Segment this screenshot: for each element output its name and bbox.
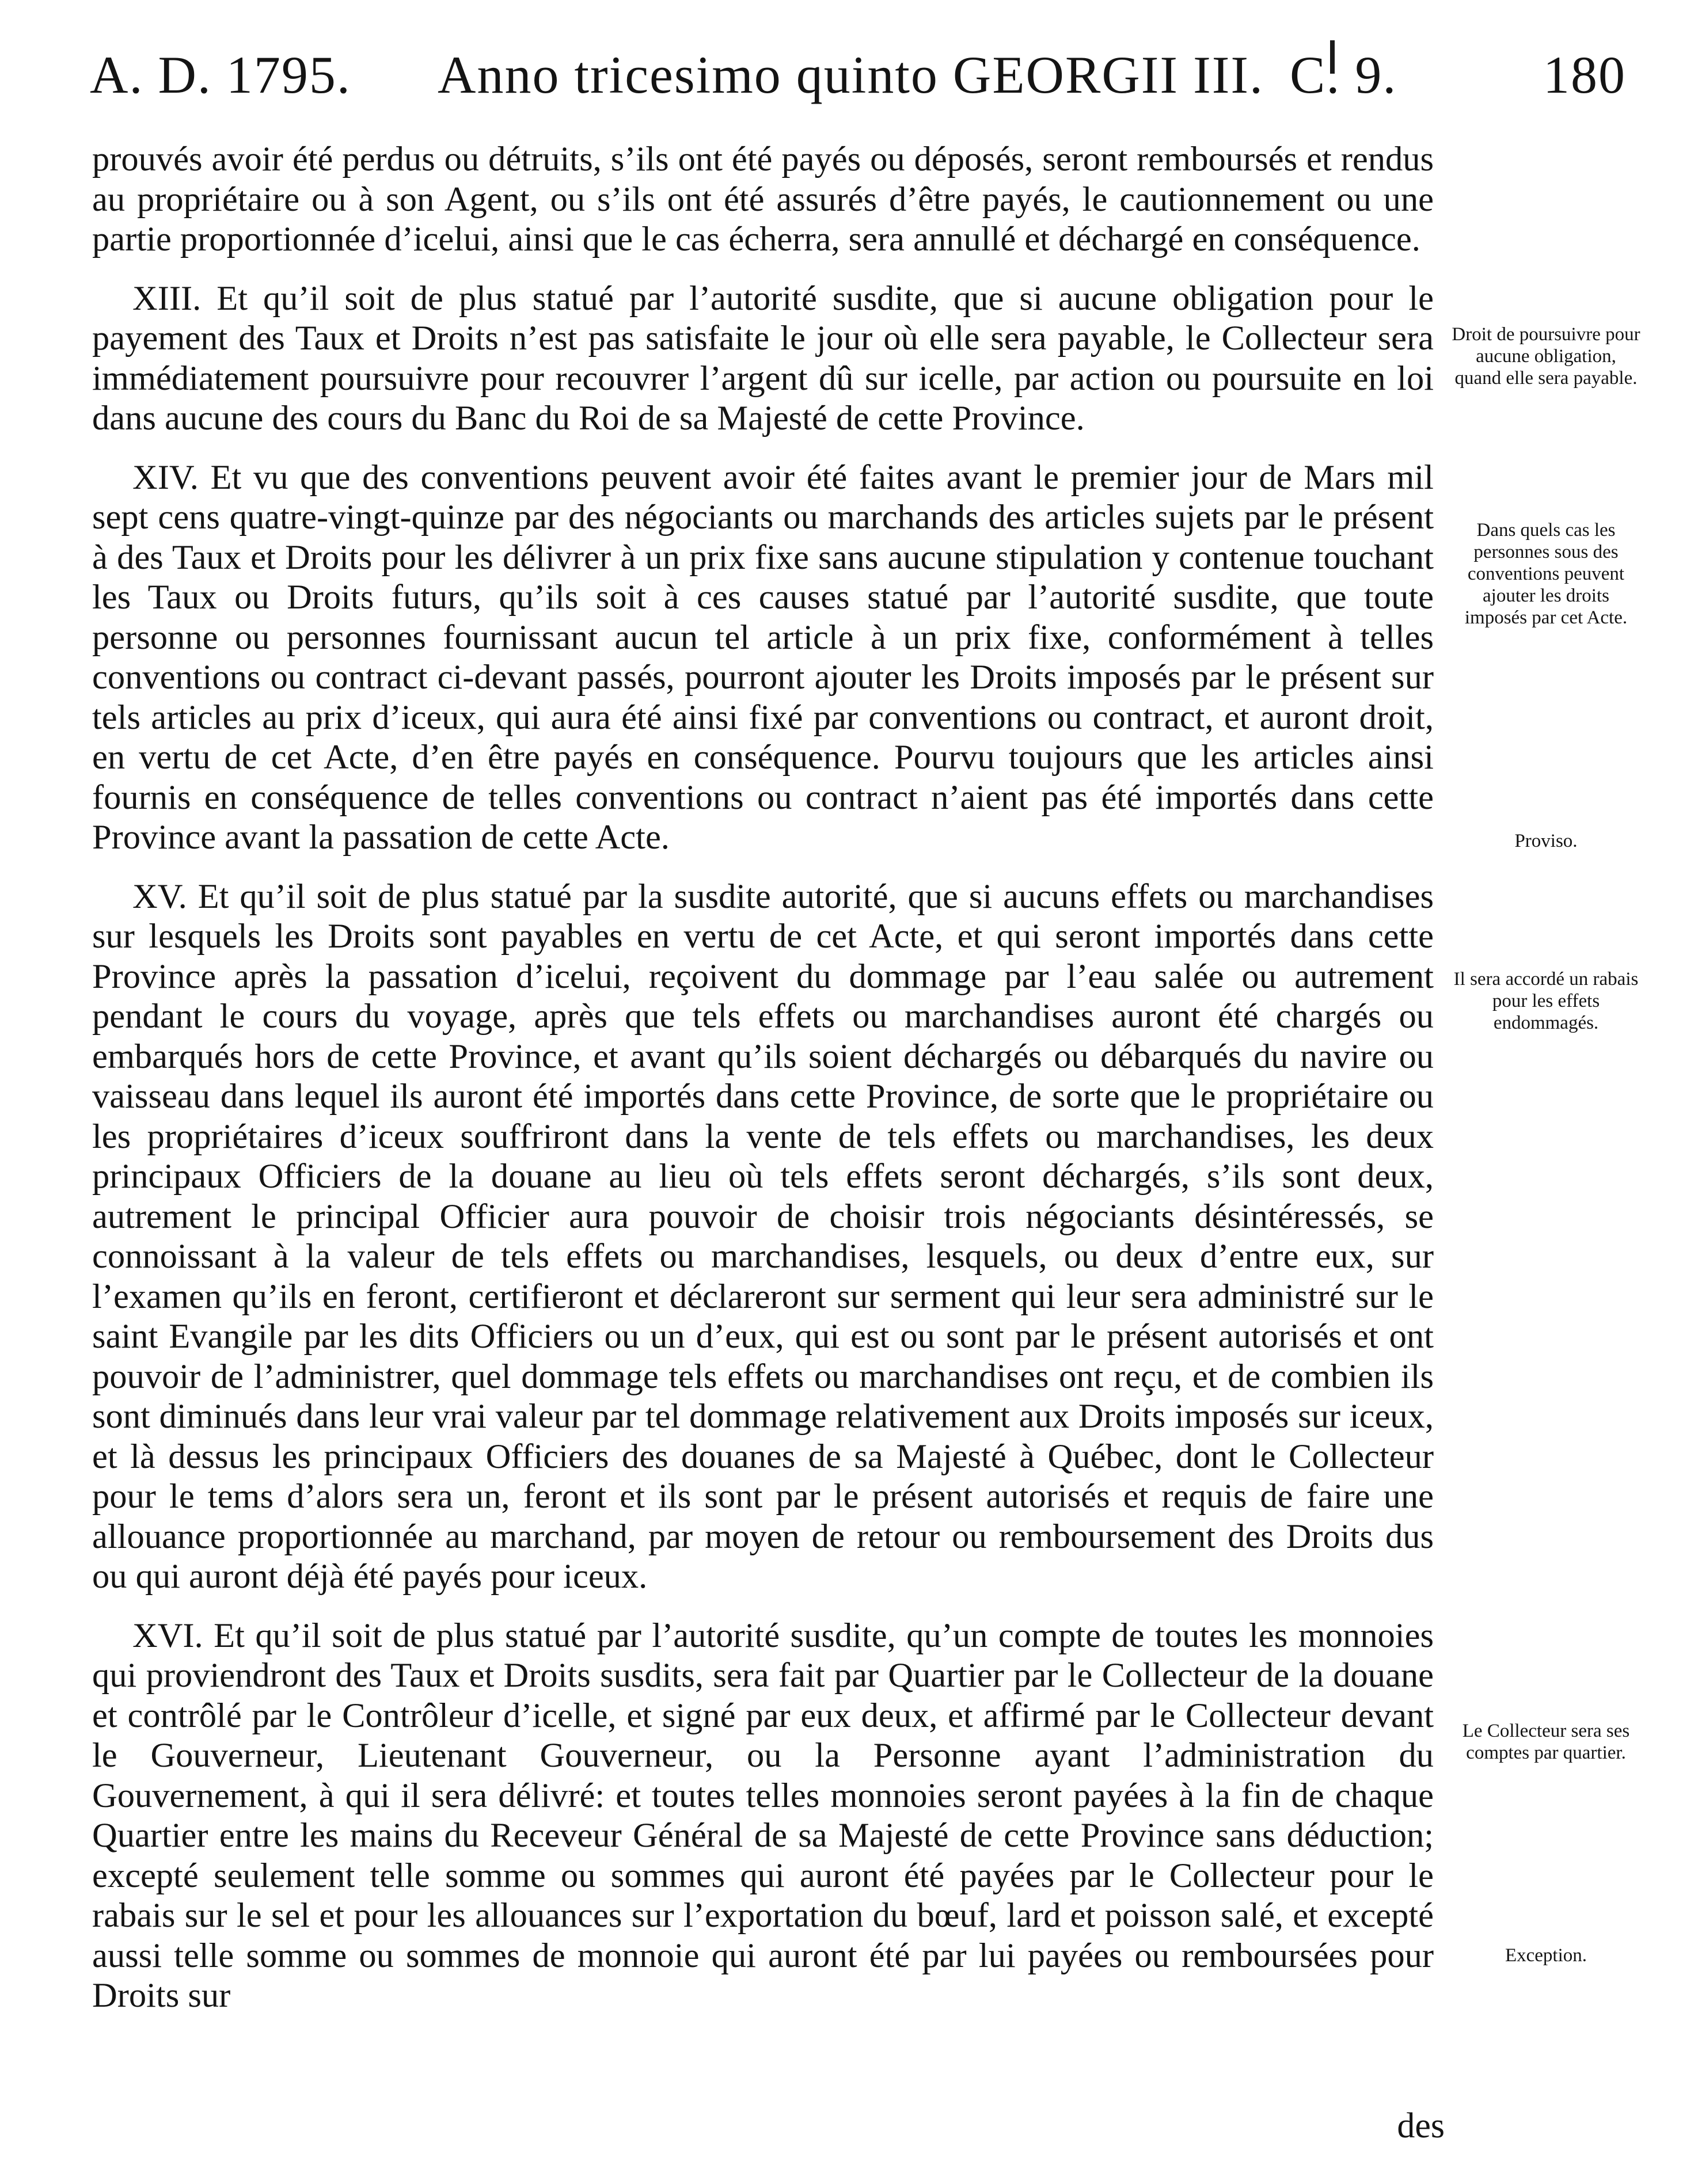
paragraph-section-15: XV. Et qu’il soit de plus statué par la susdite autorité, que si aucuns effets ou marchandises sur lesquels les Droits sont payables en vertu de cet Acte, et qui seront importés dans cette Province après la passation d’icelui, reçoivent du dommage par l’eau salée ou autrement pendant le cours du voyage, après que tels effets ou marchandises auront été chargés ou embarqués hors de cette Province, et avant qu’ils soient déchargés ou débarqués du navire ou vaisseau dans lequel ils auront été importés dans cette Province, de sorte que le propriétaire ou les propriétaires d’iceux souffriront dans la vente de tels effets ou marchandises, les deux principaux Officiers de la douane au lieu où tels effets seront déchargés, s’ils sont deux, autrement le principal Officier aura pouvoir de choisir trois négociants désintéressés, se connoissant à la valeur de tels effets ou marchandises, lesquels, ou deux d’entre eux, sur l’examen qu’ils en feront, certifieront et déclareront sur serment qui leur sera administré sur le saint Evangile par les dits Officiers ou un d’eux, qui est ou sont par le présent autorisés et ont pouvoir de l’administrer, quel dommage tels effets ou marchandises ont reçu, et de combien ils sont diminués dans leur vrai valeur par tel dommage relativement aux Droits imposés sur iceux, et là dessus les principaux Officiers des douanes de sa Majesté à Québec, dont le Collecteur pour le tems d’alors sera un, feront et ils sont par le présent autorisés et requis de faire une allouance proportionnée au marchand, par moyen de retour ou remboursement des Droits dus ou qui auront déjà été payés pour iceux. (92, 877, 1434, 1596)
margin-note-section-15: Il sera accordé un rabais pour les effets endommagés. (1453, 969, 1639, 1033)
running-header (86, 40, 1629, 115)
margin-note-proviso: Proviso. (1514, 831, 1578, 851)
margin-note-section-13: Droit de poursuivre pour aucune obligation, quand elle sera payable. (1452, 324, 1640, 389)
paragraph-section-16: XVI. Et qu’il soit de plus statué par l’autorité susdite, qu’un compte de toutes les monnoies qui proviendront des Taux et Droits susdits, sera fait par Quartier par le Collecteur de la douane et contrôlé par le Contrôleur d’icelle, et signé par eux deux, et affirmé par le Collecteur devant le Gouverneur, Lieutenant Gouverneur, ou la Personne ayant l’administration du Gouvernement, à qui il sera délivré: et toutes telles monnoies seront payées à la fin de chaque Quartier entre les mains du Receveur Général de sa Majesté de cette Province sans déduction; excepté seulement telle somme ou sommes qui auront été payées par le Collecteur pour le rabais sur le sel et pour les allouances sur l’exportation du bœuf, lard et poisson salé, et excepté aussi telle somme ou sommes de monnoie qui auront été par lui payées ou remboursées pour Droits sur (92, 1616, 1434, 2015)
header-title: Anno tricesimo quinto GEORGII III. (438, 45, 1264, 104)
margin-note-section-14: Dans quels cas les personnes sous des conventions peuvent ajouter les droits imposés par cet Acte. (1464, 520, 1628, 628)
paragraph-continuation: prouvés avoir été perdus ou détruits, s’ils ont été payés ou déposés, seront remboursés et rendus au propriétaire ou à son Agent, ou s’ils ont été assurés d’être payés, le cautionnement ou une partie proportionnée d’icelui, ainsi que le cas écherra, sera annullé et déchargé en conséquence. (92, 140, 1434, 258)
paragraph-section-14: XIV. Et vu que des conventions peuvent avoir été faites avant le premier jour de Mars mil sept cens quatre-vingt-quinze par des négociants ou marchands des articles sujets par le présent à des Taux et Droits pour les délivrer à un prix fixe sans aucune stipulation y contenue touchant les Taux ou Droits futurs, qu’ils soit à ces causes statué par l’autorité susdite, que toute personne ou personnes fournissant aucun tel article à un prix fixe, conformément à telles conventions ou contract ci-devant passés, pourront ajouter les Droits imposés par le présent sur tels articles au prix d’iceux, qui aura été ainsi fixé par conventions ou contract, et auront droit, en vertu de cet Acte, d’en être payés en conséquence. Pourvu toujours que les articles ainsi fournis en conséquence de telles conventions ou contract n’aient pas été importés dans cette Province avant la passation de cette Acte. (92, 458, 1434, 857)
header-chapter: C. 9. (1290, 45, 1397, 104)
catchword: des (1397, 2106, 1445, 2145)
margin-note-section-16: Le Collecteur sera ses comptes par quartier. (1462, 1721, 1630, 1763)
body-text (92, 139, 1434, 2016)
header-year: A. D. 1795. (90, 45, 351, 104)
margin-note-exception: Exception. (1505, 1945, 1587, 1966)
paragraph-section-13: XIII. Et qu’il soit de plus statué par l’autorité susdite, que si aucune obligation pour le payement des Taux et Droits n’est pas satisfaite le jour où elle sera payable, le Collecteur sera immédiatement poursuivre pour recouvrer l’argent dû sur icelle, par action ou poursuite en loi dans aucune des cours du Banc du Roi de sa Majesté de cette Province. (92, 279, 1434, 437)
page-number: 180 (1543, 45, 1626, 104)
